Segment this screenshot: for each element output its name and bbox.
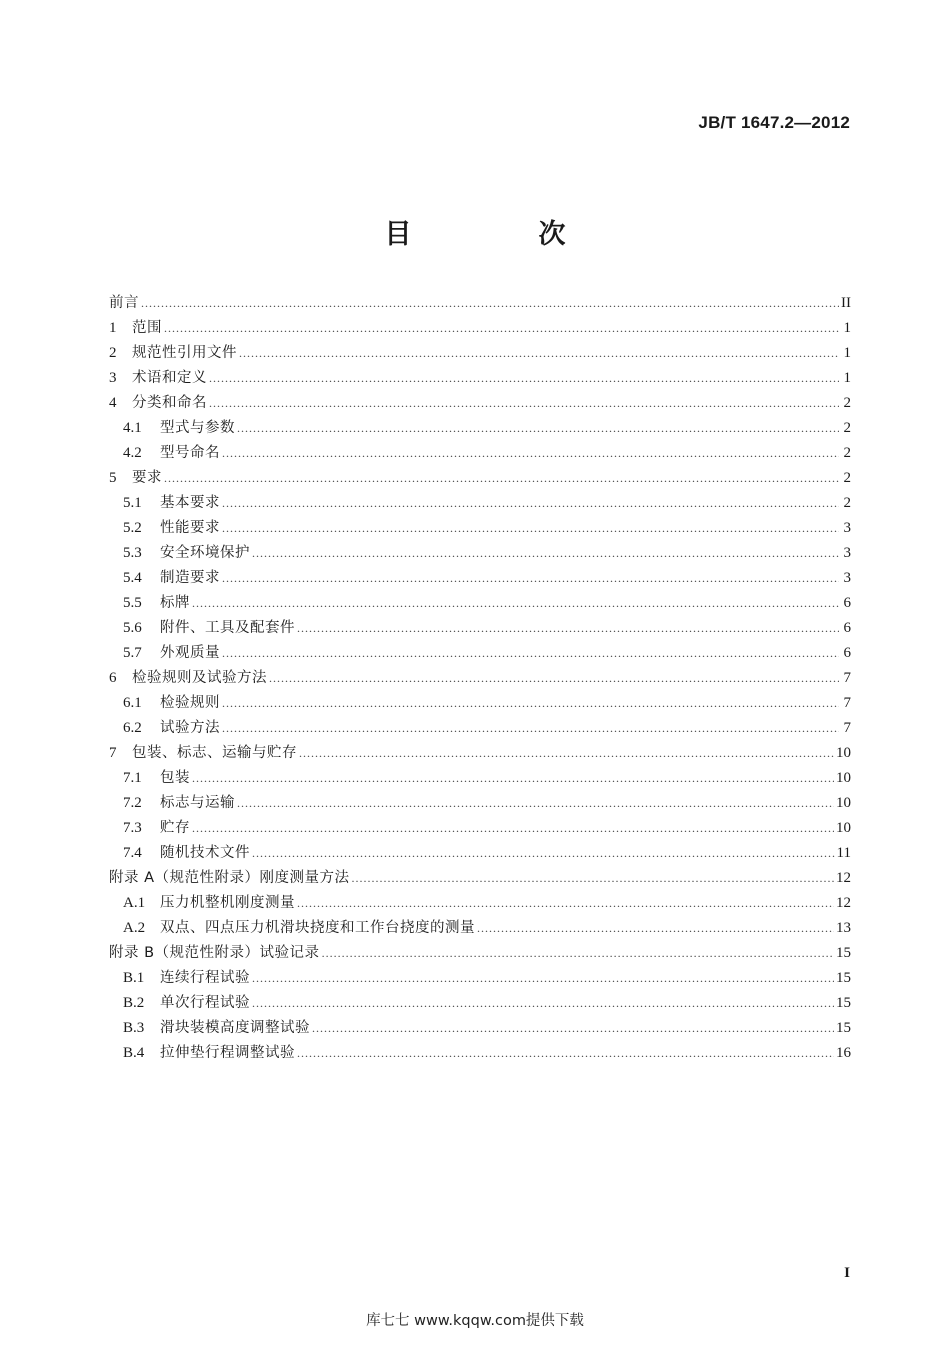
toc-entry[interactable] — [109, 1041, 851, 1066]
toc-entry-number: 5.6 — [123, 620, 142, 636]
toc-entry-title: 型号命名 — [160, 445, 220, 461]
toc-entry-page: 12 — [836, 870, 851, 886]
toc-dot-leader — [164, 466, 839, 491]
toc-entry-title: 检验规则 — [160, 695, 220, 711]
toc-entry-page: 13 — [836, 920, 851, 936]
toc-entry-title: 滑块装模高度调整试验 — [160, 1020, 310, 1036]
toc-dot-leader — [252, 966, 834, 991]
toc-dot-leader — [192, 816, 834, 841]
toc-dot-leader — [322, 941, 834, 966]
toc-entry-title: 标牌 — [160, 595, 190, 611]
toc-entry-title: 标志与运输 — [160, 795, 235, 811]
toc-entry-page: 12 — [836, 895, 851, 911]
toc-entry-page: 3 — [843, 570, 851, 586]
toc-entry-page: 3 — [843, 520, 851, 536]
toc-dot-leader — [252, 991, 834, 1016]
toc-entry[interactable] — [109, 391, 851, 416]
toc-entry[interactable] — [109, 816, 851, 841]
toc-dot-leader — [209, 366, 839, 391]
toc-entry-title: 附录 B（规范性附录）试验记录 — [109, 945, 320, 961]
toc-entry-page: 1 — [843, 345, 851, 361]
toc-dot-leader — [222, 566, 839, 591]
toc-dot-leader — [237, 791, 834, 816]
toc-dot-leader — [222, 641, 839, 666]
toc-entry-page: 15 — [836, 995, 851, 1011]
toc-entry[interactable] — [109, 766, 851, 791]
toc-dot-leader — [222, 716, 839, 741]
table-of-contents — [109, 291, 851, 1066]
toc-entry-page: 7 — [843, 670, 851, 686]
toc-dot-leader — [192, 766, 834, 791]
toc-entry-page: 2 — [843, 495, 851, 511]
toc-entry-title: 安全环境保护 — [160, 545, 250, 561]
toc-entry-page: 7 — [843, 695, 851, 711]
toc-dot-leader — [252, 541, 839, 566]
page-number: I — [844, 1265, 850, 1281]
toc-entry-page: 2 — [843, 445, 851, 461]
toc-dot-leader — [222, 491, 839, 516]
toc-entry-title: 规范性引用文件 — [132, 345, 237, 361]
toc-entry-page: 15 — [836, 945, 851, 961]
toc-entry-number: 7.3 — [123, 820, 142, 836]
toc-entry[interactable] — [109, 366, 851, 391]
toc-entry[interactable] — [109, 566, 851, 591]
toc-entry-title: 前言 — [109, 295, 139, 311]
toc-entry-page: 15 — [836, 970, 851, 986]
toc-entry[interactable] — [109, 966, 851, 991]
toc-dot-leader — [477, 916, 834, 941]
toc-entry-title: 随机技术文件 — [160, 845, 250, 861]
toc-entry-number: 1 — [109, 320, 117, 336]
toc-entry[interactable] — [109, 666, 851, 691]
toc-entry-number: 5.3 — [123, 545, 142, 561]
toc-entry-title: 双点、四点压力机滑块挠度和工作台挠度的测量 — [160, 920, 475, 936]
toc-entry-title: 压力机整机刚度测量 — [160, 895, 295, 911]
toc-entry[interactable] — [109, 916, 851, 941]
toc-entry-number: 5.4 — [123, 570, 142, 586]
toc-entry[interactable] — [109, 991, 851, 1016]
toc-entry-title: 贮存 — [160, 820, 190, 836]
toc-entry-page: 16 — [836, 1045, 851, 1061]
toc-entry-number: 5.2 — [123, 520, 142, 536]
toc-entry-page: 10 — [836, 770, 851, 786]
toc-entry-title: 型式与参数 — [160, 420, 235, 436]
toc-entry-number: 7 — [109, 745, 117, 761]
toc-entry[interactable] — [109, 291, 851, 316]
toc-entry-page: 10 — [836, 745, 851, 761]
toc-entry-title: 性能要求 — [160, 520, 220, 536]
toc-dot-leader — [352, 866, 834, 891]
toc-dot-leader — [297, 616, 839, 641]
toc-entry[interactable] — [109, 516, 851, 541]
toc-entry-title: 附录 A（规范性附录）刚度测量方法 — [109, 870, 350, 886]
toc-entry-number: 6.2 — [123, 720, 142, 736]
footer-download-note: 库七七 www.kqqw.com提供下载 — [366, 1313, 584, 1329]
toc-entry[interactable] — [109, 1016, 851, 1041]
toc-entry-number: B.2 — [123, 995, 145, 1011]
toc-dot-leader — [269, 666, 839, 691]
toc-entry-number: 7.1 — [123, 770, 142, 786]
toc-entry-page: 10 — [836, 795, 851, 811]
toc-dot-leader — [237, 416, 839, 441]
toc-entry-page: 1 — [843, 320, 851, 336]
toc-entry[interactable] — [109, 941, 851, 966]
toc-entry[interactable] — [109, 466, 851, 491]
toc-entry[interactable] — [109, 491, 851, 516]
toc-entry[interactable] — [109, 741, 851, 766]
toc-entry[interactable] — [109, 891, 851, 916]
toc-entry[interactable] — [109, 541, 851, 566]
toc-entry-number: 4.2 — [123, 445, 142, 461]
toc-entry-number: 4.1 — [123, 420, 142, 436]
toc-entry-title: 要求 — [132, 470, 162, 486]
toc-entry-title: 检验规则及试验方法 — [132, 670, 267, 686]
toc-entry-title: 分类和命名 — [132, 395, 207, 411]
toc-dot-leader — [297, 891, 834, 916]
toc-entry[interactable] — [109, 616, 851, 641]
toc-entry-number: 6 — [109, 670, 117, 686]
toc-dot-leader — [312, 1016, 834, 1041]
toc-entry-number: 7.4 — [123, 845, 142, 861]
toc-entry-number: 2 — [109, 345, 117, 361]
toc-entry-number: 3 — [109, 370, 117, 386]
toc-dot-leader — [141, 291, 839, 316]
toc-entry-page: 15 — [836, 1020, 851, 1036]
toc-entry-page: 11 — [836, 845, 851, 861]
toc-entry-page: 6 — [843, 620, 851, 636]
toc-entry-page: II — [841, 295, 851, 311]
toc-entry-title: 制造要求 — [160, 570, 220, 586]
toc-entry[interactable] — [109, 866, 851, 891]
toc-entry-title: 外观质量 — [160, 645, 220, 661]
toc-entry-title: 试验方法 — [160, 720, 220, 736]
toc-entry-page: 10 — [836, 820, 851, 836]
toc-entry-title: 连续行程试验 — [160, 970, 250, 986]
toc-entry-title: 包装 — [160, 770, 190, 786]
toc-entry-number: 4 — [109, 395, 117, 411]
toc-entry-title: 单次行程试验 — [160, 995, 250, 1011]
toc-dot-leader — [164, 316, 839, 341]
toc-entry-title: 附件、工具及配套件 — [160, 620, 295, 636]
toc-entry-page: 6 — [843, 645, 851, 661]
toc-entry-number: 5 — [109, 470, 117, 486]
toc-entry[interactable] — [109, 791, 851, 816]
toc-entry[interactable] — [109, 641, 851, 666]
toc-entry[interactable] — [109, 691, 851, 716]
toc-entry-title: 包装、标志、运输与贮存 — [132, 745, 297, 761]
toc-entry[interactable] — [109, 841, 851, 866]
toc-entry-page: 2 — [843, 470, 851, 486]
toc-entry[interactable] — [109, 441, 851, 466]
toc-dot-leader — [299, 741, 834, 766]
toc-dot-leader — [222, 441, 839, 466]
toc-entry-number: 5.5 — [123, 595, 142, 611]
toc-entry-page: 2 — [843, 395, 851, 411]
toc-entry-page: 1 — [843, 370, 851, 386]
toc-dot-leader — [252, 841, 835, 866]
toc-entry-page: 7 — [843, 720, 851, 736]
standard-number: JB/T 1647.2—2012 — [698, 113, 850, 132]
toc-entry-page: 2 — [843, 420, 851, 436]
toc-entry-number: 7.2 — [123, 795, 142, 811]
toc-dot-leader — [297, 1041, 834, 1066]
toc-entry-number: B.3 — [123, 1020, 145, 1036]
toc-entry[interactable] — [109, 316, 851, 341]
toc-entry-number: A.1 — [123, 895, 146, 911]
toc-entry-title: 基本要求 — [160, 495, 220, 511]
toc-entry[interactable] — [109, 716, 851, 741]
toc-entry[interactable] — [109, 591, 851, 616]
toc-entry-number: 5.7 — [123, 645, 142, 661]
toc-entry-number: 6.1 — [123, 695, 142, 711]
toc-entry-page: 3 — [843, 545, 851, 561]
toc-entry-page: 6 — [843, 595, 851, 611]
toc-dot-leader — [192, 591, 839, 616]
toc-entry-number: B.1 — [123, 970, 145, 986]
toc-entry-number: A.2 — [123, 920, 146, 936]
toc-entry-title: 拉伸垫行程调整试验 — [160, 1045, 295, 1061]
toc-entry-title: 术语和定义 — [132, 370, 207, 386]
toc-dot-leader — [209, 391, 839, 416]
toc-entry-number: 5.1 — [123, 495, 142, 511]
toc-dot-leader — [222, 691, 839, 716]
toc-dot-leader — [239, 341, 839, 366]
toc-title: 目 次 — [384, 219, 616, 250]
toc-entry[interactable] — [109, 416, 851, 441]
toc-entry-title: 范围 — [132, 320, 162, 336]
toc-entry[interactable] — [109, 341, 851, 366]
toc-entry-number: B.4 — [123, 1045, 145, 1061]
toc-dot-leader — [222, 516, 839, 541]
